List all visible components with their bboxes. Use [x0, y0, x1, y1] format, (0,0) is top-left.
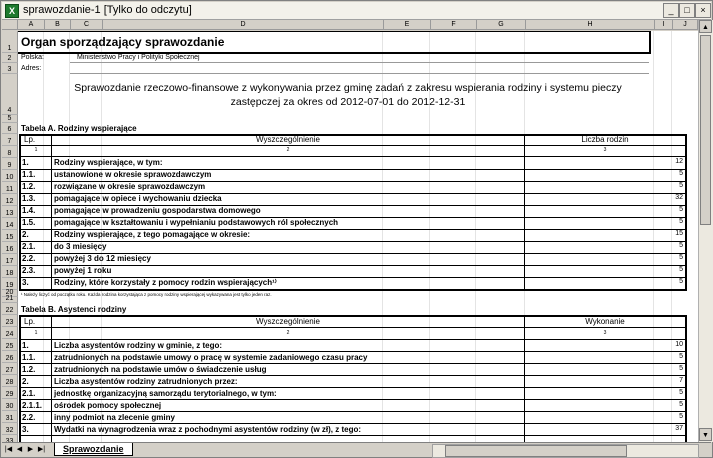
- table-a-row-value[interactable]: 15: [675, 230, 683, 237]
- table-b-row-lp: 1.: [22, 341, 29, 350]
- horizontal-scrollbar[interactable]: [432, 444, 699, 458]
- table-b-header-lp: Lp.: [24, 317, 36, 326]
- row-header[interactable]: 8: [2, 146, 18, 158]
- column-header-a[interactable]: A: [18, 20, 45, 30]
- maximize-button[interactable]: □: [679, 3, 695, 18]
- horizontal-scroll-thumb[interactable]: [445, 445, 627, 457]
- polska-value: Ministerstwo Pracy i Polityki Społecznej: [77, 54, 200, 61]
- table-a-row-text: powyżej 3 do 12 miesięcy: [54, 254, 151, 263]
- table-b-header-desc: Wyszczególnienie: [256, 317, 320, 326]
- row-header[interactable]: 28: [2, 375, 18, 387]
- row-header[interactable]: 20: [2, 290, 18, 297]
- table-a-footnote: ¹ Należy liczyć od początku roku. Każda rodzina korzystająca z pomocy rodziny wspierającej wykazywana jest tylko jeden raz.: [21, 292, 272, 297]
- table-a-row-lp: 1.2.: [22, 182, 36, 191]
- table-a-row-lp: 2.: [22, 230, 29, 239]
- report-title-line1: Sprawozdanie rzeczowo-finansowe z wykonywania przez gminę zadań z zakresu wspierania rodziny i systemu pieczy: [74, 82, 622, 94]
- row-header[interactable]: 32: [2, 423, 18, 435]
- close-button[interactable]: ×: [695, 3, 711, 18]
- table-a-colnum-1: 1: [34, 147, 38, 153]
- row-header[interactable]: 13: [2, 206, 18, 218]
- scroll-down-icon[interactable]: ▼: [699, 428, 712, 441]
- worksheet-grid[interactable]: [18, 31, 698, 442]
- row-header[interactable]: 27: [2, 363, 18, 375]
- table-b-row-value[interactable]: 5: [679, 389, 683, 396]
- row-header[interactable]: 23: [2, 315, 18, 327]
- last-sheet-icon[interactable]: ▶|: [37, 446, 46, 453]
- table-a-row-value[interactable]: 12: [675, 158, 683, 165]
- row-header[interactable]: 11: [2, 182, 18, 194]
- table-b-colnum-2: 2: [286, 330, 290, 336]
- row-header[interactable]: 24: [2, 327, 18, 339]
- row-header-bar: [2, 31, 18, 449]
- table-b-row-lp: 2.2.: [22, 413, 36, 422]
- table-a-row-text: pomagające w kształtowaniu i wypełnianiu podstawowych ról społecznych: [54, 218, 339, 227]
- column-header-c[interactable]: C: [71, 20, 103, 30]
- column-header-h[interactable]: H: [526, 20, 655, 30]
- table-b-row-value[interactable]: 7: [679, 377, 683, 384]
- table-a-row-value[interactable]: 5: [679, 254, 683, 261]
- scroll-up-icon[interactable]: ▲: [699, 20, 712, 33]
- row-header[interactable]: 17: [2, 254, 18, 266]
- next-sheet-icon[interactable]: ▶: [27, 446, 34, 453]
- table-a-row-value[interactable]: 32: [675, 194, 683, 201]
- table-a-row-text: rozwiązane w okresie sprawozdawczym: [54, 182, 206, 191]
- table-a-colnum-2: 2: [286, 147, 290, 153]
- table-b-row-lp: 3.: [22, 425, 29, 434]
- table-b-row-lp: 2.1.1.: [22, 401, 43, 410]
- table-a-row-lp: 1.5.: [22, 218, 36, 227]
- vertical-scroll-thumb[interactable]: [700, 35, 711, 225]
- table-b-colnum-1: 1: [34, 330, 38, 336]
- row-header[interactable]: 7: [2, 134, 18, 146]
- row-header[interactable]: 16: [2, 242, 18, 254]
- row-header[interactable]: 21: [2, 297, 18, 303]
- table-b-row-lp: 2.: [22, 377, 29, 386]
- table-b-row-text: zatrudnionych na podstawie umów o świadczenie usług: [54, 365, 267, 374]
- table-a-row-lp: 1.1.: [22, 170, 36, 179]
- table-a-row-value[interactable]: 5: [679, 182, 683, 189]
- table-b-row-text: ośrodek pomocy społecznej: [54, 401, 162, 410]
- row-header[interactable]: 25: [2, 339, 18, 351]
- table-b-row-value[interactable]: 5: [679, 413, 683, 420]
- table-a-row-lp: 2.3.: [22, 266, 36, 275]
- first-sheet-icon[interactable]: |◀: [4, 446, 13, 453]
- table-a-row-text: pomagające w opiece i wychowaniu dziecka: [54, 194, 222, 203]
- table-a-header-desc: Wyszczególnienie: [256, 135, 320, 144]
- table-a-row-text: ustanowione w okresie sprawozdawczym: [54, 170, 212, 179]
- table-b-row-lp: 2.1.: [22, 389, 36, 398]
- table-b-row-text: zatrudnionych na podstawie umowy o pracę w systemie zadaniowego czasu pracy: [54, 353, 368, 362]
- column-header-f[interactable]: F: [431, 20, 477, 30]
- table-a-row-value[interactable]: 5: [679, 278, 683, 285]
- row-header[interactable]: 22: [2, 303, 18, 315]
- table-a-row-lp: 1.4.: [22, 206, 36, 215]
- table-a-header-value: Liczba rodzin: [581, 135, 629, 144]
- table-a-header-lp: Lp.: [24, 135, 36, 144]
- table-b-row-value[interactable]: 5: [679, 353, 683, 360]
- row-header[interactable]: 3: [2, 63, 18, 74]
- polska-label: Polska:: [21, 54, 44, 61]
- table-a-row-text: Rodziny wspierające, w tym:: [54, 158, 163, 167]
- table-a-row-lp: 1.: [22, 158, 29, 167]
- adres-label: Adres:: [21, 65, 42, 72]
- table-b-row-text: inny podmiot na zlecenie gminy: [54, 413, 175, 422]
- table-b-row-value[interactable]: 10: [675, 341, 683, 348]
- table-a-row-text: do 3 miesięcy: [54, 242, 107, 251]
- table-a-row-lp: 2.1.: [22, 242, 36, 251]
- column-header-b[interactable]: B: [45, 20, 71, 30]
- table-a-colnum-3: 3: [603, 147, 607, 153]
- row-header[interactable]: 14: [2, 218, 18, 230]
- table-b-row-lp: 1.1.: [22, 353, 36, 362]
- table-a-row-text: powyżej 1 roku: [54, 266, 112, 275]
- minimize-button[interactable]: _: [663, 3, 679, 18]
- table-b-row-value[interactable]: 5: [679, 365, 683, 372]
- organ-title: Organ sporządzający sprawozdanie: [21, 35, 225, 49]
- title-bar: [2, 2, 711, 20]
- row-header[interactable]: 4: [2, 74, 18, 115]
- row-header[interactable]: 10: [2, 170, 18, 182]
- row-header[interactable]: 26: [2, 351, 18, 363]
- row-header[interactable]: 1: [2, 31, 18, 53]
- table-b-row-lp: 1.2.: [22, 365, 36, 374]
- column-header-j[interactable]: J: [673, 20, 698, 30]
- table-b-row-text: Wydatki na wynagrodzenia wraz z pochodnymi asystentów rodziny (w zł), z tego:: [54, 425, 362, 434]
- column-header-bar: [2, 20, 698, 30]
- column-header-i[interactable]: I: [655, 20, 673, 30]
- row-header[interactable]: 31: [2, 411, 18, 423]
- row-header[interactable]: 5: [2, 115, 18, 123]
- table-b-caption: Tabela B. Asystenci rodziny: [21, 305, 127, 314]
- row-header[interactable]: 29: [2, 387, 18, 399]
- prev-sheet-icon[interactable]: ◀: [16, 446, 23, 453]
- excel-sheet-icon: X: [5, 4, 19, 18]
- row-header[interactable]: 30: [2, 399, 18, 411]
- table-b-row-text: Liczba asystentów rodziny zatrudnionych przez:: [54, 377, 238, 386]
- select-all-corner[interactable]: [2, 20, 18, 30]
- row-header[interactable]: 18: [2, 266, 18, 278]
- table-a-row-text: Rodziny wspierające, z tego pomagające w okresie:: [54, 230, 251, 239]
- table-a-row-value[interactable]: 5: [679, 170, 683, 177]
- table-a-row-value[interactable]: 5: [679, 242, 683, 249]
- table-b-row-text: Liczba asystentów rodziny w gminie, z tego:: [54, 341, 223, 350]
- column-header-e[interactable]: E: [384, 20, 431, 30]
- table-a-row-value[interactable]: 5: [679, 218, 683, 225]
- row-header[interactable]: 9: [2, 158, 18, 170]
- table-a-row-lp: 3.: [22, 278, 29, 287]
- table-b-row-value[interactable]: 5: [679, 401, 683, 408]
- sheet-tab-sprawozdanie[interactable]: Sprawozdanie: [54, 443, 133, 456]
- window-title: sprawozdanie-1 [Tylko do odczytu]: [23, 4, 192, 16]
- table-a-row-value[interactable]: 5: [679, 206, 683, 213]
- column-header-g[interactable]: G: [477, 20, 526, 30]
- table-b-row-text: jednostkę organizacyjną samorządu terytorialnego, w tym:: [54, 389, 277, 398]
- vertical-scrollbar[interactable]: [698, 20, 713, 442]
- table-b-colnum-3: 3: [603, 330, 607, 336]
- row-header[interactable]: 12: [2, 194, 18, 206]
- table-a-row-text: pomagające w prowadzeniu gospodarstwa domowego: [54, 206, 261, 215]
- column-header-d[interactable]: D: [103, 20, 384, 30]
- table-a-row-lp: 2.2.: [22, 254, 36, 263]
- row-header[interactable]: 19: [2, 278, 18, 290]
- table-b-row-value[interactable]: 37: [675, 425, 683, 432]
- table-b-header-value: Wykonanie: [585, 317, 625, 326]
- row-header[interactable]: 15: [2, 230, 18, 242]
- report-title-line2: zastępczej za okres od 2012-07-01 do 2012-12-31: [230, 96, 466, 108]
- table-a-row-lp: 1.3.: [22, 194, 36, 203]
- row-header[interactable]: 2: [2, 53, 18, 63]
- table-a-caption: Tabela A. Rodziny wspierające: [21, 124, 137, 133]
- sheet-tab-bar: [2, 442, 711, 457]
- table-a-row-text: Rodziny, które korzystały z pomocy rodzin wspierających¹⁾: [54, 278, 277, 287]
- table-a-row-value[interactable]: 5: [679, 266, 683, 273]
- row-header[interactable]: 6: [2, 123, 18, 134]
